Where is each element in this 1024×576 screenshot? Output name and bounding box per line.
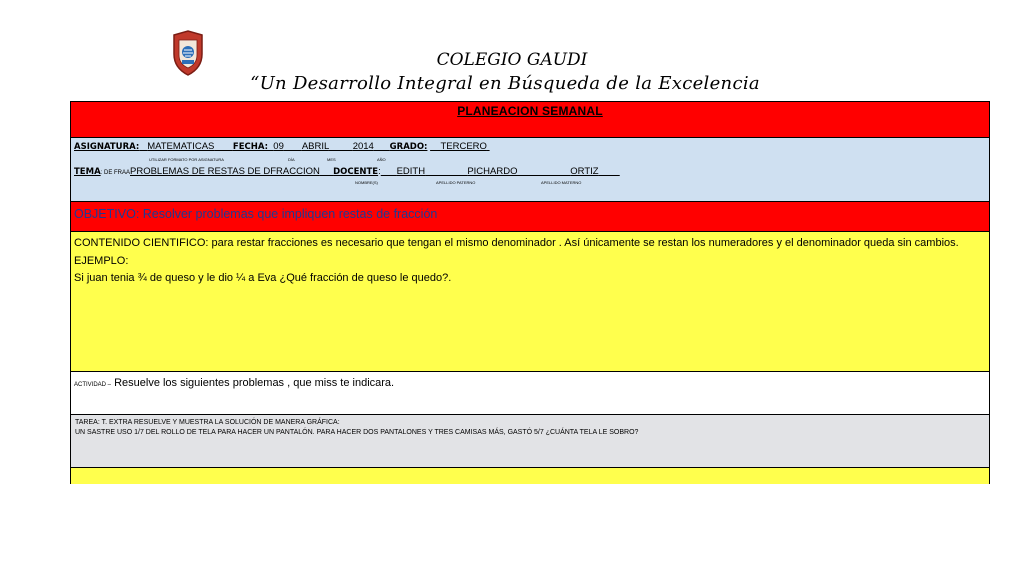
asignatura-label: ASIGNATURA: [74,142,140,152]
hint-anio: AÑO [377,157,386,162]
content-block [74,235,986,288]
footer-row [71,468,989,484]
hint-mes: MES [327,157,336,162]
homework-row [71,415,989,468]
objective-row [71,202,989,232]
school-motto: “Un Desarrollo Integral en Búsqueda de la Excelencia [250,73,760,94]
activity-label: ACTIVIDAD – [74,382,112,388]
grado-value: TERCERO [440,141,487,152]
fecha-dia: 09 [273,141,284,152]
hint-nombre: NOMBRE(S) [355,180,378,185]
objective-text: OBJETIVO: Resolver problemas que impliquen restas de fracción [74,207,438,221]
content-row [71,232,989,372]
tema-label: TEMA [74,167,101,177]
topic-teacher-line: TEMA: DE FRAAPROBLEMAS DE RESTAS DE DFRACCION DOCENTE: EDITH PICHARDO ORTIZ [74,166,599,177]
activity-text: Resuelve los siguientes problemas , que miss te indicara. [114,377,395,389]
docente-label: DOCENTE [333,167,379,177]
school-name: COLEGIO GAUDI [436,50,588,70]
content-definition: CONTENIDO CIENTIFICO: para restar fracciones es necesario que tengan el mismo denominador . Así únicamente se restan los numeradores y el denominador queda sin cambios. [74,237,959,249]
plan-title: PLANEACION SEMANAL [457,104,603,118]
grado-label: GRADO: [389,142,428,152]
fecha-label: FECHA: [232,142,268,152]
docente-nombre: EDITH [396,166,426,177]
tema-prefix: : DE FRAA [100,170,130,176]
activity-block [74,375,394,393]
hint-paterno: APELLIDO PATERNO [436,180,476,185]
asignatura-value: MATEMATICAS [147,141,215,152]
homework-block [75,418,638,438]
fecha-anio: 2014 [352,141,374,152]
activity-row [71,372,989,415]
example-problem: Si juan tenia ¾ de queso y le dio ¼ a Eva ¿Qué fracción de queso le quedo?. [74,272,452,284]
tema-value: PROBLEMAS DE RESTAS DE DFRACCION [130,166,320,177]
hint-dia: DÍA [288,157,295,162]
homework-problem: UN SASTRE USO 1/7 DEL ROLLO DE TELA PARA HACER UN PANTALÓN. PARA HACER DOS PANTALONES Y TRES CAMISAS MÁS, GASTÓ 5/7 ¿CUÁNTA TELA LE SOBRO? [75,429,639,436]
plan-info-row [71,138,989,202]
fecha-mes: ABRIL [301,141,329,152]
weekly-plan-table [70,101,990,484]
plan-title-row [71,102,989,138]
hint-formato: UTILIZAR FORMATO POR ASIGNATURA [149,157,224,162]
docente-paterno: PICHARDO [467,166,518,177]
homework-heading: TAREA: T. EXTRA RESUELVE Y MUESTRA LA SOLUCIÓN DE MANERA GRÁFICA: [75,419,340,426]
hint-materno: APELLIDO MATERNO [541,180,582,185]
docente-materno: ORTIZ [570,166,599,177]
example-heading: EJEMPLO: [74,254,129,267]
subject-date-grade-line [74,141,490,152]
